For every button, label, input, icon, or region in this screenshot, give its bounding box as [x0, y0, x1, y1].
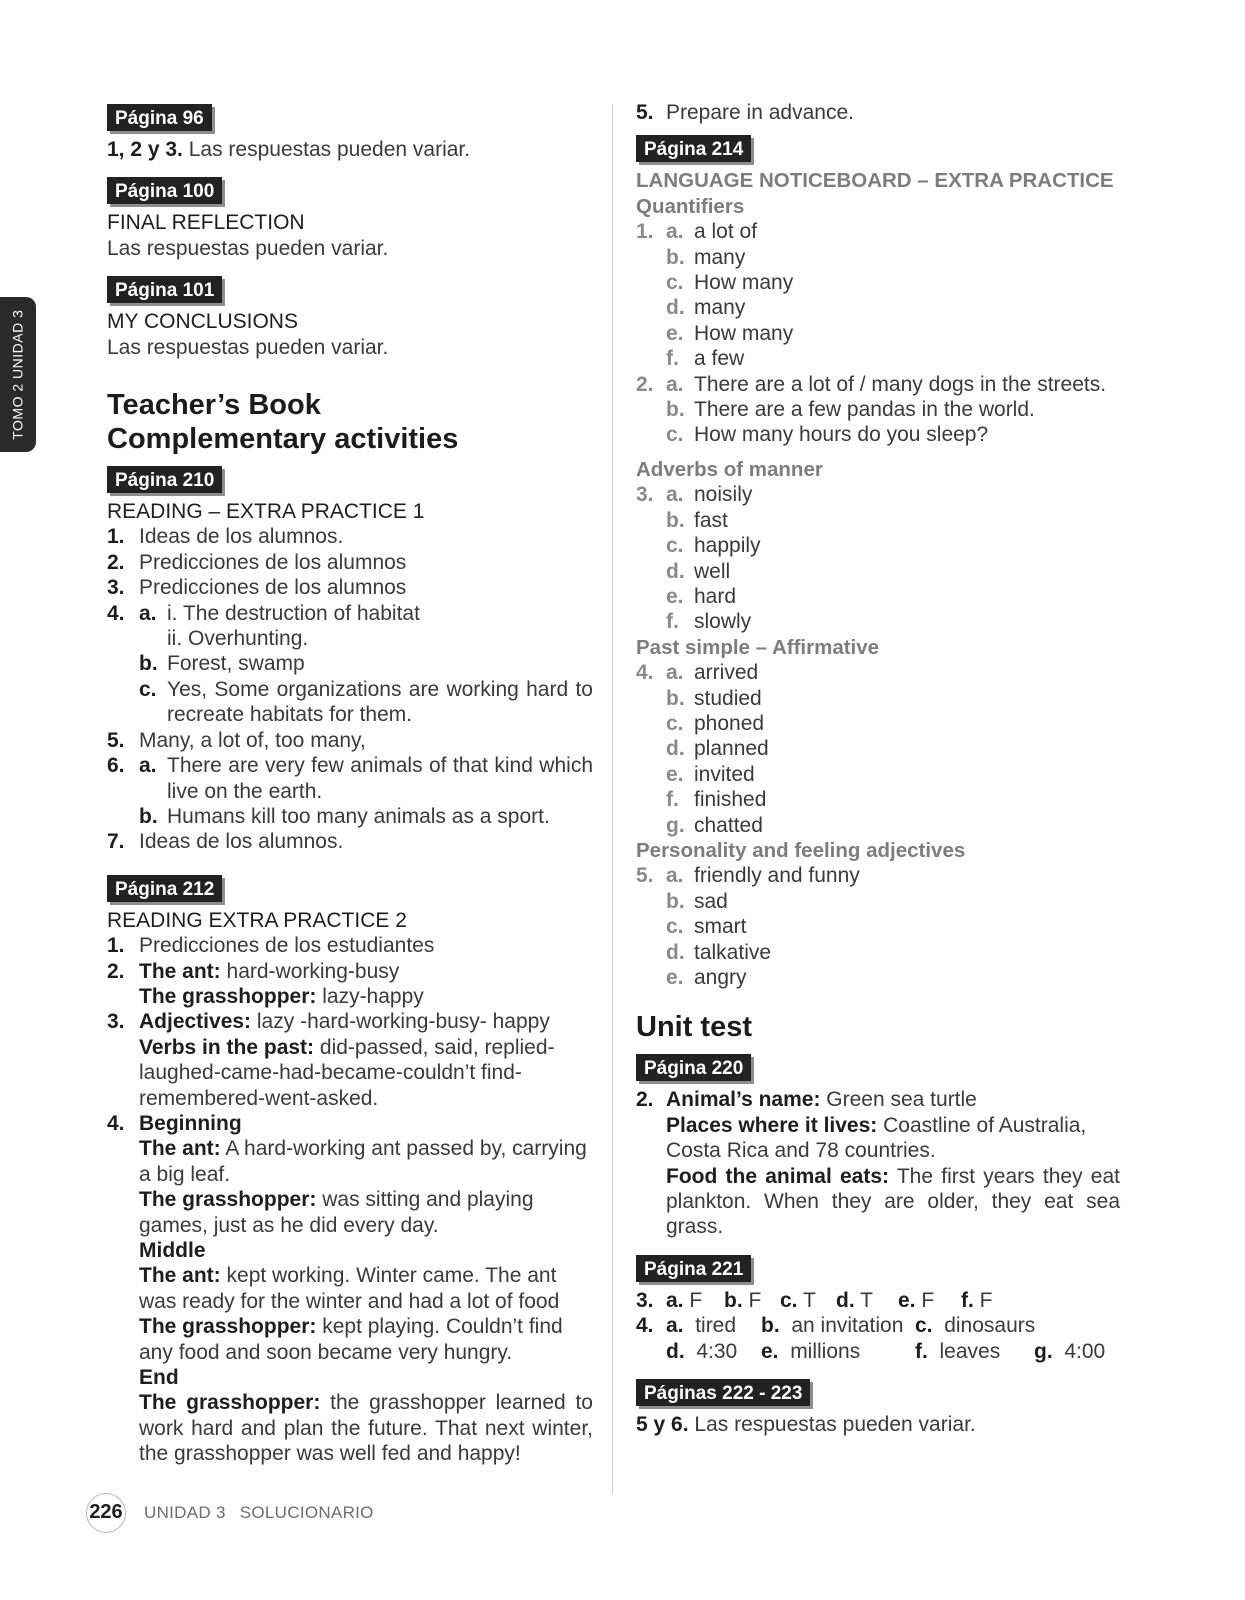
column-divider: [612, 104, 613, 1494]
list-item: 3. Adjectives: lazy -hard-working-busy- happy: [107, 1010, 550, 1034]
p100-answer: Las respuestas pueden variar.: [107, 236, 389, 260]
badge-p101: Página 101: [107, 276, 222, 303]
list-item: f. finished: [666, 788, 767, 812]
list-item: Middle: [139, 1239, 206, 1262]
list-item: The ant: A hard-working ant passed by, carrying a big leaf.: [139, 1137, 587, 1186]
past-simple-heading: Past simple – Affirmative: [636, 635, 880, 659]
list-item: 2. a. There are a lot of / many dogs in the streets.: [636, 372, 1107, 396]
p101-heading: MY CONCLUSIONS: [107, 310, 298, 334]
badge-p214: Página 214: [636, 135, 751, 162]
p221-q4-row2: d. 4:30 e. millions f. leaves g. 4:00: [666, 1339, 1106, 1363]
quantifiers-heading: Quantifiers: [636, 194, 745, 218]
badge-p212: Página 212: [107, 875, 222, 902]
list-item: b. fast: [666, 508, 728, 532]
list-item: 7. Ideas de los alumnos.: [107, 830, 344, 854]
list-item: 3. a. noisily: [636, 483, 753, 507]
list-item: b. There are a few pandas in the world.: [666, 398, 1035, 422]
list-item: ii. Overhunting.: [167, 627, 309, 651]
p221-q4-row: 4. a. tired b. an invitation c. dinosaurs: [636, 1314, 1036, 1338]
footer: [86, 1493, 388, 1533]
list-item: The grasshopper: was sitting and playing games, just as he did every day.: [139, 1188, 534, 1237]
list-item: e. angry: [666, 966, 747, 989]
list-item: The grasshopper: kept playing. Couldn’t find any food and soon became very hungry.: [139, 1315, 563, 1364]
list-item: b. Forest, swamp: [139, 652, 305, 676]
list-item: Verbs in the past: did-passed, said, replied- laughed-came-had-became-couldn’t find-remembered-went-asked.: [139, 1035, 555, 1110]
list-item: b. many: [666, 245, 746, 269]
list-item: f. a few: [666, 347, 745, 371]
list-item: c. How many hours do you sleep?: [666, 423, 989, 447]
list-item: e. How many: [666, 321, 794, 345]
unit-test-title: Unit test: [636, 1011, 752, 1044]
badge-p100: Página 100: [107, 177, 222, 204]
badge-p221: Página 221: [636, 1255, 751, 1282]
p96-answer: 1, 2 y 3. Las respuestas pueden variar.: [107, 138, 471, 161]
list-item: c. smart: [666, 915, 747, 939]
list-item: Places where it lives: Coastline of Australia, Costa Rica and 78 countries.: [666, 1113, 1087, 1163]
list-item: 2. The ant: hard-working-busy: [107, 959, 400, 983]
list-item: c. How many: [666, 271, 794, 295]
list-item: 3. Predicciones de los alumnos: [107, 576, 407, 600]
p222-answer: 5 y 6. Las respuestas pueden variar.: [636, 1413, 976, 1437]
list-item: b. sad: [666, 889, 728, 913]
list-item: 2. Animal’s name: Green sea turtle: [636, 1088, 977, 1112]
list-item: 1. Ideas de los alumnos.: [107, 525, 344, 549]
list-item: 1. Predicciones de los estudiantes: [107, 934, 435, 958]
q1-list: [636, 219, 1120, 371]
p101-answer: Las respuestas pueden variar.: [107, 335, 389, 359]
side-tab-label: TOMO 2 UNIDAD 3: [9, 309, 26, 440]
list-item: 5. Many, a lot of, too many,: [107, 728, 366, 752]
list-item: 4. Beginning: [107, 1111, 242, 1135]
list-item: 4. a. i. The destruction of habitat: [107, 601, 420, 625]
list-item: e. invited: [666, 762, 755, 786]
right-column: [636, 100, 1120, 1437]
q3-list: [636, 482, 1120, 634]
side-tab: [0, 297, 36, 452]
badge-p222-223: Páginas 222 - 223: [636, 1379, 810, 1406]
p212-heading: READING EXTRA PRACTICE 2: [107, 908, 407, 932]
adverbs-heading: Adverbs of manner: [636, 457, 823, 481]
badge-p96: Página 96: [107, 104, 212, 131]
personality-heading: Personality and feeling adjectives: [636, 838, 966, 862]
q5-list: [636, 863, 1120, 990]
list-item: Food the animal eats: The first years they eat plankton. When they are older, they eat sea grass.: [666, 1164, 1120, 1239]
q2-list: [636, 372, 1120, 448]
footer-label: UNIDAD 3 SOLUCIONARIO: [144, 1503, 374, 1523]
list-item: b. Humans kill too many animals as a sport.: [139, 804, 550, 828]
list-item: f. slowly: [666, 610, 752, 634]
list-item: 5. Prepare in advance.: [636, 101, 854, 124]
badge-p210: Página 210: [107, 466, 222, 493]
list-item: The ant: kept working. Winter came. The ant was ready for the winter and had a lot of food: [139, 1264, 560, 1313]
list-item: b. studied: [666, 686, 762, 710]
page-number: 226: [86, 1493, 126, 1533]
q4-list: [636, 660, 1120, 838]
list-item: The grasshopper: lazy-happy: [139, 984, 424, 1008]
list-item: d. well: [666, 559, 731, 583]
list-item: d. planned: [666, 737, 769, 761]
p221-q3-row: 3. a. F b. F c. T d. T e. F f. F: [636, 1288, 993, 1312]
list-item: d. many: [666, 296, 746, 320]
p210-heading: READING – EXTRA PRACTICE 1: [107, 500, 425, 524]
list-item: c. phoned: [666, 711, 765, 735]
teachers-book-title: Teacher’s Book: [107, 389, 321, 422]
list-item: 6. a. There are very few animals of that kind which live on the earth.: [107, 754, 593, 803]
list-item: d. talkative: [666, 940, 772, 964]
p100-heading: FINAL REFLECTION: [107, 211, 305, 235]
left-column: [107, 100, 593, 1467]
list-item: End: [139, 1366, 179, 1390]
list-item: The grasshopper: the grasshopper learned to work hard and plan the future. That next winter, the grasshopper was well fed and happy!: [139, 1391, 593, 1466]
badge-p220: Página 220: [636, 1054, 751, 1081]
p214-heading: LANGUAGE NOTICEBOARD – EXTRA PRACTICE: [636, 169, 1114, 193]
list-item: e. hard: [666, 584, 737, 608]
complementary-activities-title: Complementary activities: [107, 423, 459, 456]
list-item: c. Yes, Some organizations are working hard to recreate habitats for them.: [139, 677, 593, 727]
list-item: 4. a. arrived: [636, 661, 759, 685]
list-item: 2. Predicciones de los alumnos: [107, 550, 407, 574]
list-item: g. chatted: [666, 813, 763, 837]
list-item: 5. a. friendly and funny: [636, 864, 860, 888]
list-item: 1. a. a lot of: [636, 220, 758, 244]
list-item: c. happily: [666, 534, 761, 558]
